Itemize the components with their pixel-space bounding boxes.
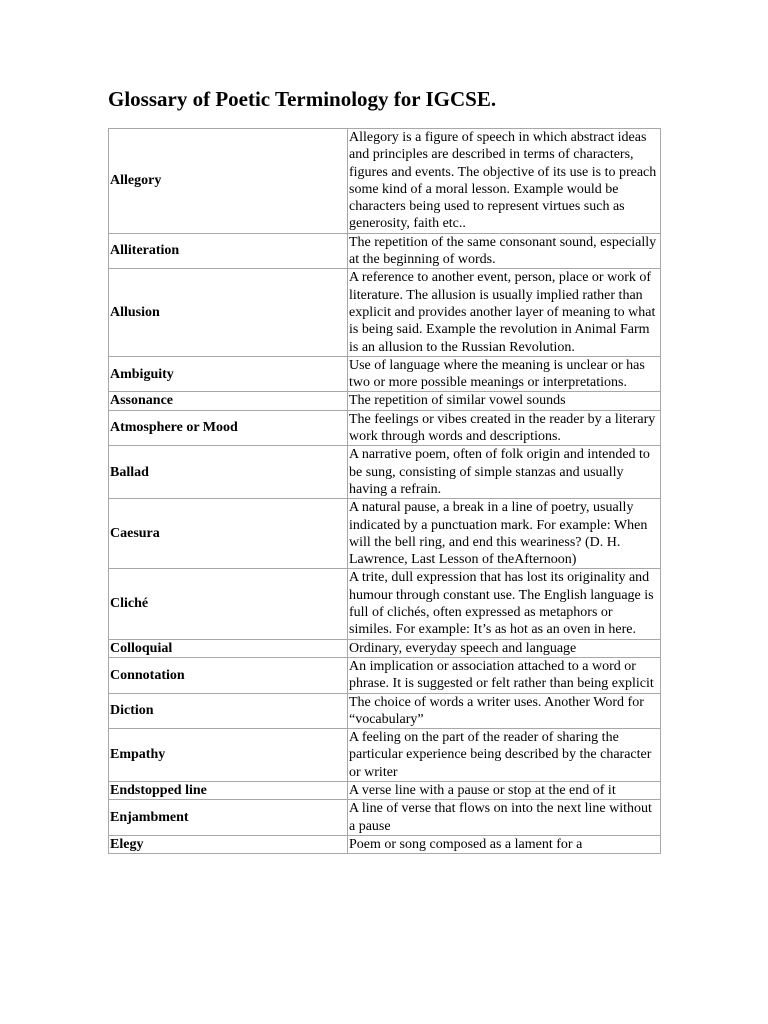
glossary-term: Ballad [109, 446, 348, 499]
table-row [109, 729, 661, 782]
glossary-term: Endstopped line [109, 781, 348, 799]
table-row [109, 392, 661, 410]
glossary-term: Cliché [109, 569, 348, 639]
glossary-definition: Poem or song composed as a lament for a [348, 835, 661, 853]
table-row [109, 233, 661, 269]
glossary-term: Ambiguity [109, 356, 348, 392]
glossary-term: Empathy [109, 729, 348, 782]
glossary-definition: The repetition of the same consonant sound, especially at the beginning of words. [348, 233, 661, 269]
glossary-definition: The feelings or vibes created in the reader by a literary work through words and descriptions. [348, 410, 661, 446]
table-row [109, 800, 661, 836]
glossary-definition: Use of language where the meaning is unclear or has two or more possible meanings or interpretations. [348, 356, 661, 392]
table-row [109, 657, 661, 693]
table-row [109, 410, 661, 446]
table-row [109, 129, 661, 234]
glossary-table-body [109, 129, 661, 854]
glossary-definition: The repetition of similar vowel sounds [348, 392, 661, 410]
glossary-term: Colloquial [109, 639, 348, 657]
glossary-definition: A reference to another event, person, place or work of literature. The allusion is usually implied rather than explicit and provides another layer of meaning to what is being said. Example the revolution in Animal Farm is an allusion to the Russian Revolution. [348, 269, 661, 356]
glossary-term: Caesura [109, 499, 348, 569]
glossary-definition: A verse line with a pause or stop at the end of it [348, 781, 661, 799]
glossary-term: Allegory [109, 129, 348, 234]
glossary-definition: The choice of words a writer uses. Another Word for “vocabulary” [348, 693, 661, 729]
glossary-term: Connotation [109, 657, 348, 693]
page-title: Glossary of Poetic Terminology for IGCSE. [108, 87, 497, 111]
glossary-definition: Allegory is a figure of speech in which abstract ideas and principles are described in terms of characters, figures and events. The objective of its use is to preach some kind of a moral lesson. Example would be characters being used to represent virtues such as generosity, faith etc.. [348, 129, 661, 234]
glossary-term: Elegy [109, 835, 348, 853]
glossary-definition: A feeling on the part of the reader of sharing the particular experience being described by the character or writer [348, 729, 661, 782]
table-row [109, 693, 661, 729]
table-row [109, 446, 661, 499]
glossary-definition: An implication or association attached to a word or phrase. It is suggested or felt rather than being explicit [348, 657, 661, 693]
glossary-term: Diction [109, 693, 348, 729]
table-row [109, 569, 661, 639]
glossary-term: Atmosphere or Mood [109, 410, 348, 446]
glossary-term: Allusion [109, 269, 348, 356]
glossary-definition: Ordinary, everyday speech and language [348, 639, 661, 657]
glossary-term: Assonance [109, 392, 348, 410]
table-row [109, 835, 661, 853]
glossary-term: Alliteration [109, 233, 348, 269]
table-row [109, 356, 661, 392]
glossary-definition: A natural pause, a break in a line of poetry, usually indicated by a punctuation mark. For example: When will the bell ring, and end this weariness? (D. H. Lawrence, Last Lesson of theAfternoon) [348, 499, 661, 569]
glossary-table [108, 128, 661, 854]
glossary-definition: A trite, dull expression that has lost its originality and humour through constant use. The English language is full of clichés, often expressed as metaphors or similes. For example: It’s as hot as an oven in here. [348, 569, 661, 639]
glossary-definition: A narrative poem, often of folk origin and intended to be sung, consisting of simple stanzas and usually having a refrain. [348, 446, 661, 499]
table-row [109, 269, 661, 356]
table-row [109, 639, 661, 657]
glossary-term: Enjambment [109, 800, 348, 836]
table-row [109, 499, 661, 569]
table-row [109, 781, 661, 799]
glossary-definition: A line of verse that flows on into the next line without a pause [348, 800, 661, 836]
